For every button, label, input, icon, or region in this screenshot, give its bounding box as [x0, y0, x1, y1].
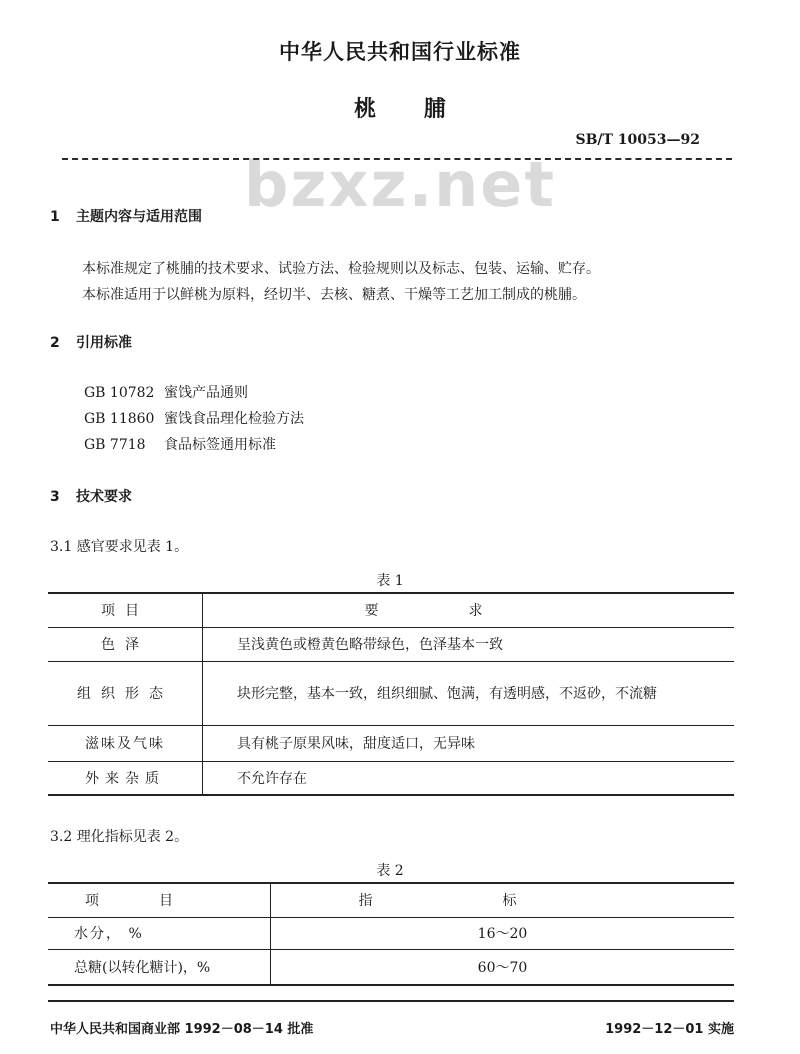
section-3-number: 3: [50, 489, 60, 505]
table-header-cell: 项目: [48, 593, 203, 627]
table-header-row: [48, 593, 734, 627]
table-row: [48, 761, 734, 795]
footer-divider: [48, 1000, 734, 1002]
section-1-number: 1: [50, 209, 60, 225]
subsection-3-1: 3.1 感官要求见表 1。: [50, 539, 189, 555]
table-cell: 不允许存在: [203, 761, 735, 795]
table-cell: 色泽: [48, 627, 203, 661]
section-1-title: 主题内容与适用范围: [76, 209, 202, 225]
reference-name: 蜜饯产品通则: [164, 385, 248, 401]
reference-name: 食品标签通用标准: [164, 437, 276, 453]
table-1-caption: 表 1: [376, 573, 404, 589]
table-header-cell: 要求: [203, 593, 735, 627]
table-2-caption: 表 2: [376, 863, 404, 879]
table-header-row: [48, 883, 734, 917]
table-row: [48, 661, 734, 725]
table-row: [48, 917, 734, 949]
org-title: 中华人民共和国行业标准: [279, 40, 521, 64]
header-divider: [62, 158, 732, 160]
implementation-date: 1992－12－01 实施: [605, 1022, 734, 1037]
subsection-3-2: 3.2 理化指标见表 2。: [50, 829, 189, 845]
reference-item: [84, 434, 276, 454]
table-cell: 具有桃子原果风味，甜度适口，无异味: [203, 725, 735, 761]
table-header-cell: 项目: [48, 883, 271, 917]
table-1: [48, 592, 734, 796]
table-cell: 组织形态: [48, 661, 203, 725]
section-1-paragraph-1: 本标准规定了桃脯的技术要求、试验方法、检验规则以及标志、包装、运输、贮存。: [82, 261, 600, 277]
table-row: [48, 627, 734, 661]
section-2-title: 引用标准: [76, 335, 132, 351]
reference-code: GB 11860: [84, 411, 155, 427]
section-2-heading: [50, 332, 132, 352]
reference-item: [84, 382, 248, 402]
table-cell: 60～70: [271, 949, 735, 985]
table-cell: 16～20: [271, 917, 735, 949]
section-1-paragraph-2: 本标准适用于以鲜桃为原料，经切半、去核、糖煮、干燥等工艺加工制成的桃脯。: [82, 287, 586, 303]
document-title: 桃 脯: [354, 97, 446, 122]
table-header-cell: 指标: [271, 883, 735, 917]
section-3-title: 技术要求: [76, 489, 132, 505]
table-2: [48, 882, 734, 986]
table-cell: 水分， %: [48, 917, 271, 949]
reference-code: GB 7718: [84, 437, 146, 453]
reference-name: 蜜饯食品理化检验方法: [164, 411, 304, 427]
approval-date: 中华人民共和国商业部 1992－08－14 批准: [50, 1022, 314, 1037]
reference-item: [84, 408, 304, 428]
watermark-text: bzxz.net: [244, 148, 556, 221]
table-cell: 呈浅黄色或橙黄色略带绿色，色泽基本一致: [203, 627, 735, 661]
table-cell: 块形完整，基本一致，组织细腻、饱满，有透明感，不返砂，不流糖: [203, 661, 735, 725]
table-row: [48, 949, 734, 985]
table-cell: 滋味及气味: [48, 725, 203, 761]
table-cell: 总糖(以转化糖计)，%: [48, 949, 271, 985]
section-2-number: 2: [50, 335, 60, 351]
reference-code: GB 10782: [84, 385, 155, 401]
table-cell: 外来杂质: [48, 761, 203, 795]
table-row: [48, 725, 734, 761]
section-3-heading: [50, 486, 132, 506]
section-1-heading: [50, 206, 202, 226]
document-code: SB/T 10053—92: [575, 132, 700, 148]
